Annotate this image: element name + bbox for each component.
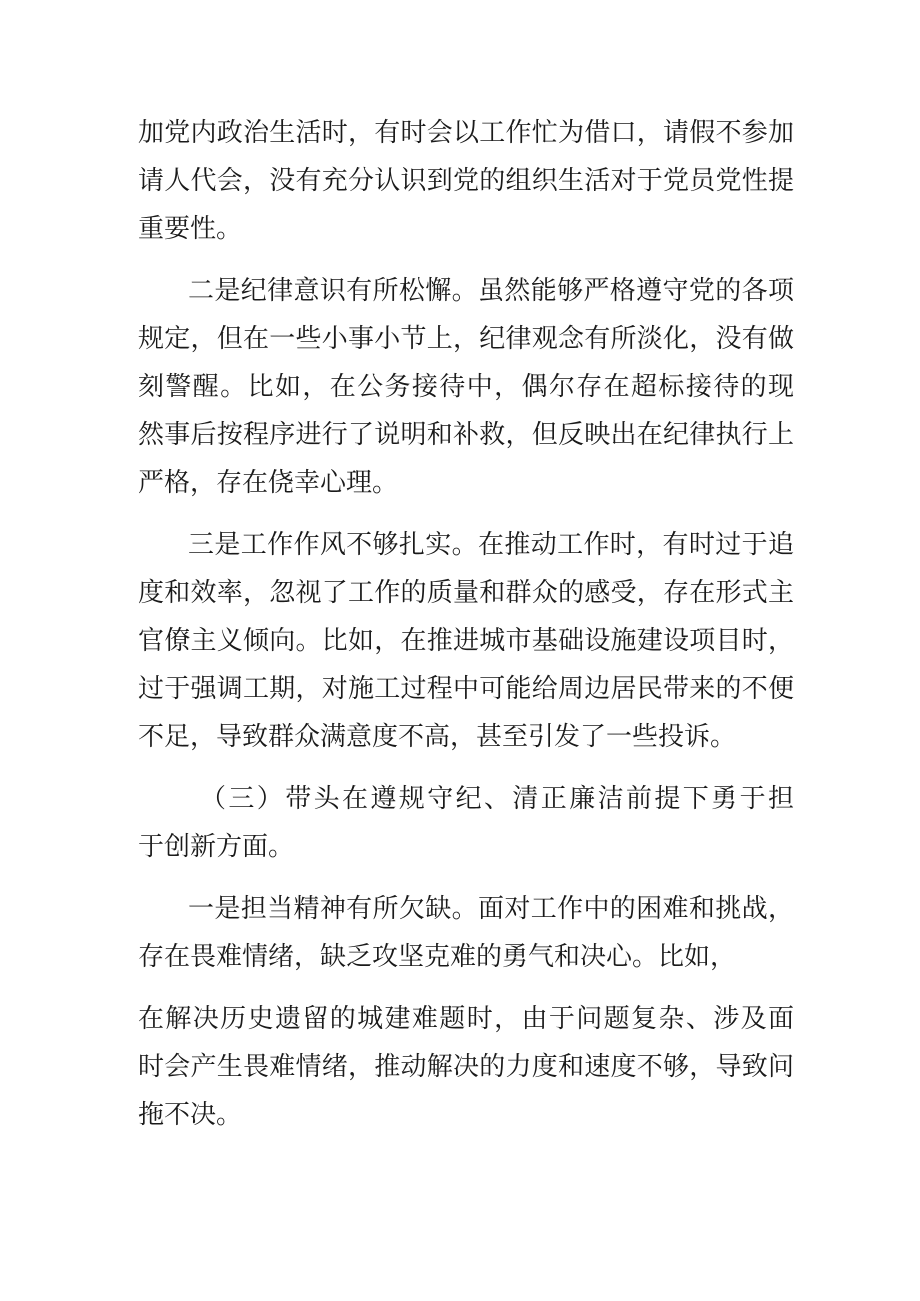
- paragraph-1-line-3: 重要性。: [138, 214, 243, 244]
- paragraph-3-line-3: 官僚主义倾向。比如，在推进城市基础设施建设项目时，: [138, 626, 794, 656]
- paragraph-4-line-1: 一是担当精神有所欠缺。面对工作中的困难和挑战，: [188, 894, 794, 924]
- paragraph-2-line-3: 刻警醒。比如，在公务接待中，偶尔存在超标接待的现: [138, 372, 794, 402]
- paragraph-2-line-5: 严格，存在侥幸心理。: [138, 468, 399, 498]
- paragraph-3-line-4: 过于强调工期，对施工过程中可能给周边居民带来的不便: [138, 674, 794, 704]
- paragraph-3-line-5: 不足，导致群众满意度不高，甚至引发了一些投诉。: [138, 722, 737, 752]
- paragraph-4-line-2: 存在畏难情绪，缺乏攻坚克难的勇气和决心。比如，: [138, 942, 737, 972]
- paragraph-1-line-1: 加党内政治生活时，有时会以工作忙为借口，请假不参加: [138, 118, 794, 148]
- paragraph-3-line-2: 度和效率，忽视了工作的质量和群众的感受，存在形式主: [138, 578, 794, 608]
- section-heading-3-line-2: 于创新方面。: [138, 832, 295, 862]
- paragraph-2-line-1: 二是纪律意识有所松懈。虽然能够严格遵守党的各项: [188, 276, 794, 306]
- paragraph-5-line-3: 拖不决。: [138, 1100, 243, 1130]
- paragraph-1-line-2: 请人代会，没有充分认识到党的组织生活对于党员党性提: [138, 166, 794, 196]
- section-heading-3-line-1: （三）带头在遵规守纪、清正廉洁前提下勇于担: [200, 784, 794, 814]
- paragraph-5-line-2: 时会产生畏难情绪，推动解决的力度和速度不够，导致问: [138, 1052, 794, 1082]
- paragraph-5-line-1: 在解决历史遗留的城建难题时，由于问题复杂、涉及面: [138, 1004, 794, 1034]
- paragraph-2-line-2: 规定，但在一些小事小节上，纪律观念有所淡化，没有做: [138, 324, 794, 354]
- paragraph-3-line-1: 三是工作作风不够扎实。在推动工作时，有时过于追: [188, 530, 794, 560]
- paragraph-2-line-4: 然事后按程序进行了说明和补救，但反映出在纪律执行上: [138, 420, 794, 450]
